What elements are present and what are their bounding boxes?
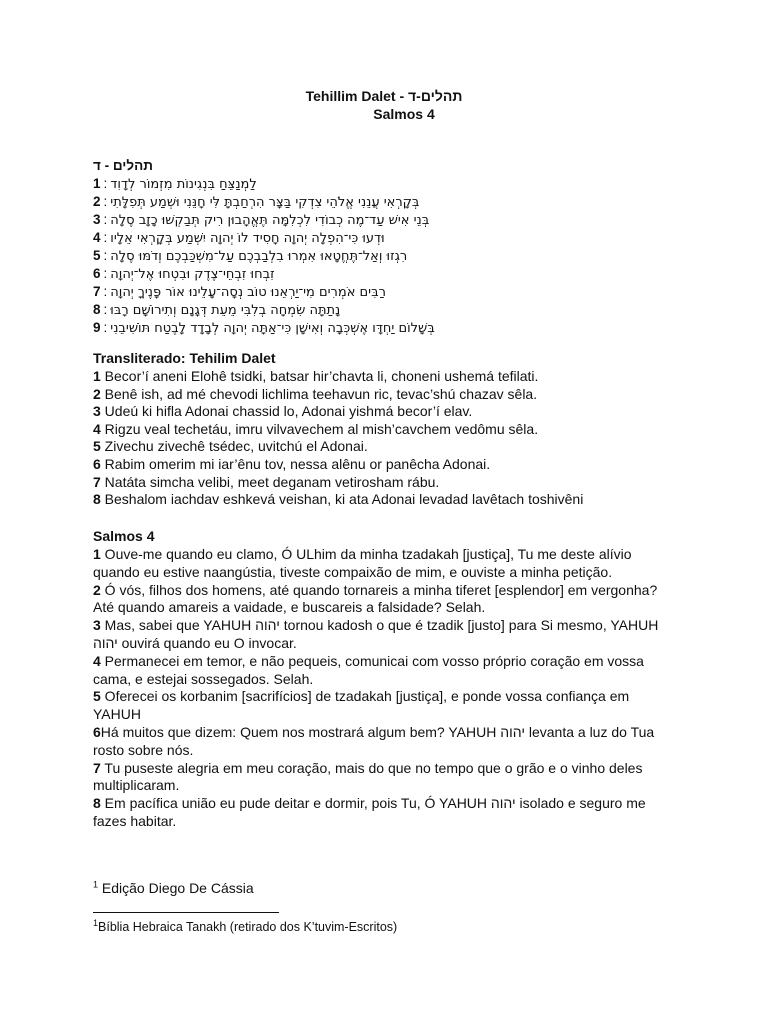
- transliteration-verse-list: [93, 368, 683, 509]
- verse-separator: :: [103, 212, 108, 227]
- hebrew-text-section: [93, 156, 653, 337]
- document-title: [0, 87, 768, 123]
- transliteration-verse: [93, 386, 683, 404]
- salmos-verse-text: Ouve-me quando eu clamo, Ó ULhim da minha tzadakah [justiça], Tu me deste alívio quando eu estive naangústia, tiveste compaixão de mim, e ouviste a minha petição.: [93, 546, 632, 580]
- hebrew-verse: [93, 319, 653, 337]
- hebrew-verse: [93, 301, 653, 319]
- edition-note-text: Edição Diego De Cássia: [98, 880, 254, 896]
- verse-number: 8: [93, 491, 101, 508]
- transliteration-verse-text: Beshalom iachdav eshkevá veishan, ki ata Adonai levadad lavêtach toshivêni: [100, 491, 584, 508]
- title-line-2: Salmos 4: [373, 106, 435, 122]
- hebrew-verse-list: [93, 175, 653, 337]
- hebrew-verse: [93, 247, 653, 265]
- verse-separator: :: [103, 266, 108, 281]
- salmos-verse: [93, 617, 671, 653]
- transliteration-verse-text: Rabim omerim mi iar’ênu tov, nessa alênu or panêcha Adonai.: [100, 455, 491, 472]
- salmos-verse-text: Oferecei os korbanim [sacrifícios] de tzadakah [justiça], e ponde vossa confiança em YAHUH: [93, 688, 630, 723]
- verse-number: 9: [93, 320, 101, 335]
- source-footnote-mark: 1: [93, 917, 99, 928]
- verse-number: 3: [93, 617, 101, 634]
- verse-number: 8: [93, 302, 101, 317]
- verse-number: 7: [93, 284, 101, 299]
- hebrew-verse: [93, 211, 653, 229]
- verse-separator: :: [103, 302, 108, 317]
- salmos-verse: [93, 795, 671, 831]
- hebrew-verse: [93, 283, 653, 301]
- salmos-verse: [93, 582, 671, 618]
- salmos-verse: [93, 653, 671, 689]
- edition-note-mark: 1: [93, 879, 99, 890]
- verse-number: 3: [93, 212, 101, 227]
- verse-separator: :: [103, 194, 108, 209]
- transliteration-verse: [93, 438, 683, 456]
- hebrew-verse-text: נָתַתָּה שִׂמְחָה בְלִבִּי מֵעֵת דְּגָנָם וְתִירוֹשָׁם רָבּוּ: [110, 303, 341, 318]
- verse-number: 6: [93, 455, 101, 472]
- salmos-verse: [93, 724, 671, 760]
- hebrew-verse-text: בְּשָׁלוֹם יַחְדָּו אֶשְׁכְּבָה וְאִישָׁן כִּי־אַתָּה יְהוָה לְבָדָד לָבֶטַח תּוֹשִׁיבֵנִי: [110, 321, 435, 336]
- hebrew-verse-text: לַמְנַצֵּחַ בִּנְגִינוֹת מִזְמוֹר לְדָוִד: [110, 177, 257, 192]
- verse-number: 4: [93, 230, 101, 245]
- edition-note: [93, 880, 254, 896]
- transliteration-verse: [93, 456, 683, 474]
- salmos-verse: [93, 546, 671, 582]
- hebrew-verse: [93, 193, 653, 211]
- transliteration-verse-text: Zivechu zivechê tsédec, uvitchú el Adonai.: [100, 438, 368, 455]
- salmos-heading: Salmos 4: [93, 528, 155, 544]
- transliteration-verse-text: Rigzu veal techetáu, imru vilvavechem al mish’cavchem vedômu sêla.: [100, 420, 539, 437]
- source-footnote-text: Bíblia Hebraica Tanakh (retirado dos K’tuvim-Escritos): [98, 920, 398, 934]
- verse-number: 5: [93, 248, 101, 263]
- verse-number: 6: [93, 266, 101, 281]
- verse-separator: :: [103, 320, 108, 335]
- salmos-verse: [93, 688, 671, 724]
- verse-number: 8: [93, 795, 101, 812]
- salmos-verse-text: Mas, sabei que YAHUH יהוה tornou kadosh o que é tzadik [justo] para Si mesmo, YAHUH יהוה ouvirá quando eu O invocar.: [93, 617, 659, 651]
- transliteration-verse-text: Udeú ki hifla Adonai chassid lo, Adonai yishmá becor’í elav.: [100, 403, 473, 420]
- salmos-verse-text: Há muitos que dizem: Quem nos mostrará algum bem? YAHUH יהוה levanta a luz do Tua rosto sobre nós.: [93, 723, 655, 758]
- hebrew-verse-text: זִבְחוּ זִבְחֵי־צֶדֶק וּבִטְחוּ אֶל־יְהוָה: [110, 267, 275, 282]
- transliteration-section: [93, 349, 683, 509]
- hebrew-verse: [93, 229, 653, 247]
- hebrew-verse-text: רִגְזוּ וְאַל־תֶּחֱטָאוּ אִמְרוּ בִלְבַבְכֶם עַל־מִשְׁכַּבְכֶם וְדֹמּוּ סֶלָה: [110, 249, 408, 264]
- verse-number: 5: [93, 438, 101, 455]
- verse-number: 6: [93, 723, 101, 740]
- verse-number: 4: [93, 420, 101, 437]
- portuguese-translation-section: [93, 527, 671, 831]
- verse-number: 1: [93, 368, 101, 384]
- verse-number: 2: [93, 581, 101, 598]
- verse-number: 1: [93, 176, 101, 191]
- salmos-verse-text: Permanecei em temor, e não pequeis, comunicai com vosso próprio coração em vossa cama, e estejai sossegados. Selah.: [93, 652, 644, 687]
- salmos-verse: [93, 760, 671, 796]
- verse-number: 2: [93, 385, 101, 402]
- salmos-verse-text: Ó vós, filhos dos homens, até quando tornareis a minha tiferet [esplendor] em vergonha? Até quando amareis a vaidade, e buscareis a falsidade? Selah.: [93, 581, 658, 616]
- verse-separator: :: [103, 284, 108, 299]
- transliteration-heading-label: Transliterado: [93, 350, 181, 366]
- footnote-divider: [93, 912, 279, 913]
- verse-number: 3: [93, 403, 101, 420]
- transliteration-verse: [93, 474, 683, 492]
- transliteration-verse: [93, 403, 683, 421]
- salmos-verse-text: Em pacífica união eu pude deitar e dormir, pois Tu, Ó YAHUH יהוה isolado e seguro me fazes habitar.: [93, 795, 646, 829]
- transliteration-verse: [93, 491, 683, 509]
- verse-number: 2: [93, 194, 101, 209]
- salmos-verse-text: Tu puseste alegria em meu coração, mais do que no tempo que o grão e o vinho deles multiplicaram.: [93, 759, 643, 794]
- transliteration-verse-text: Natáta simcha velibi, meet deganam vetirosham rábu.: [100, 473, 440, 490]
- verse-number: 4: [93, 652, 101, 669]
- verse-number: 7: [93, 473, 101, 490]
- hebrew-heading: תהלים - ד: [93, 158, 153, 173]
- verse-separator: :: [103, 248, 108, 263]
- verse-number: 7: [93, 759, 101, 776]
- hebrew-verse-text: רַבִּים אֹמְרִים מִי־יַרְאֵנוּ טוֹב נְסָה־עָלֵינוּ אוֹר פָּנֶיךָ יְהוָה: [110, 285, 386, 300]
- hebrew-verse: [93, 265, 653, 283]
- transliteration-verse: [93, 368, 683, 386]
- transliteration-verse-text: Becor’í aneni Elohê tsidki, batsar hir’chavta li, choneni ushemá tefilati.: [100, 368, 539, 384]
- transliteration-heading: [93, 349, 683, 368]
- verse-separator: :: [103, 176, 108, 191]
- transliteration-heading-title: : Tehilim Dalet: [180, 350, 276, 366]
- hebrew-verse-text: וּדְעוּ כִּי־הִפְלָה יְהוָה חָסִיד לוֹ יְהוָה יִשְׁמַע בְּקָרְאִי אֵלָיו: [110, 231, 385, 246]
- verse-number: 1: [93, 546, 101, 562]
- transliteration-verse-text: Benê ish, ad mé chevodi lichlima teehavun ric, tevac’shú chazav sêla.: [100, 385, 538, 402]
- hebrew-verse-text: בְּנֵי אִישׁ עַד־מֶה כְבוֹדִי לִכְלִמָּה תֶּאֱהָבוּן רִיק תְּבַקְשׁוּ כָזָב סֶלָה: [110, 213, 430, 228]
- hebrew-verse: [93, 175, 653, 193]
- title-line-1: תהלים-ד - Tehillim Dalet: [305, 88, 463, 104]
- transliteration-verse: [93, 421, 683, 439]
- verse-number: 5: [93, 688, 101, 705]
- salmos-verse-list: [93, 546, 671, 831]
- hebrew-verse-text: בְּקָרְאִי עֲנֵנִי אֱלֹהֵי צִדְקִי בַּצָּר הִרְחַבְתָּ לִּי חָנֵּנִי וּשְׁמַע תְּפִלָּתִי: [110, 195, 420, 210]
- verse-separator: :: [103, 230, 108, 245]
- source-footnote: [93, 917, 398, 934]
